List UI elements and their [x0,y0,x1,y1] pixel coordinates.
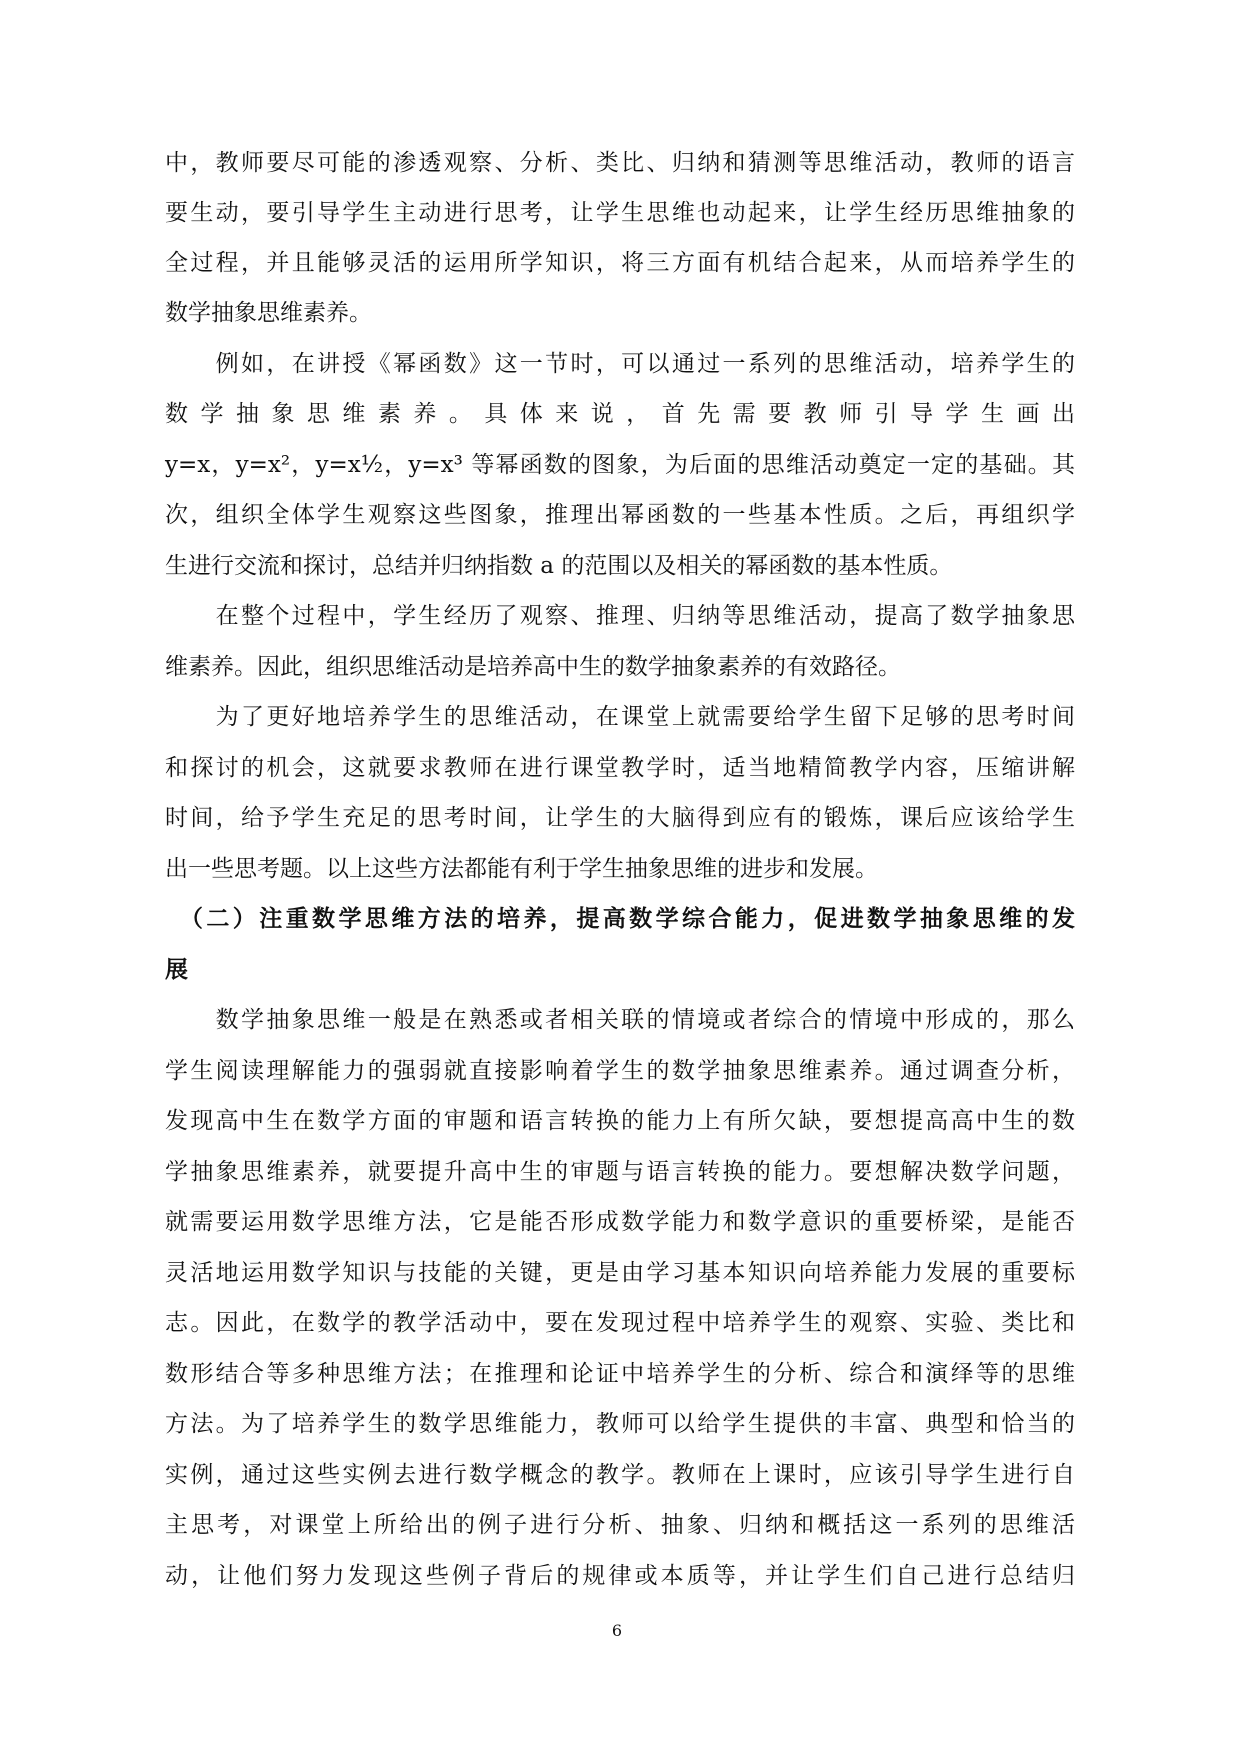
body-text-line: 实例，通过这些实例去进行数学概念的教学。教师在上课时，应该引导学生进行自 [165,1462,1075,1488]
section-heading-continued: 展 [165,956,188,983]
body-text-line: 数学抽象思维素养。 [165,300,372,326]
body-text-line: 主思考，对课堂上所给出的例子进行分析、抽象、归纳和概括这一系列的思维活 [165,1512,1075,1538]
body-text-line: 学抽象思维素养，就要提升高中生的审题与语言转换的能力。要想解决数学问题， [165,1159,1075,1185]
body-text-line: 要生动，要引导学生主动进行思考，让学生思维也动起来，让学生经历思维抽象的 [165,200,1075,226]
body-text-line: 次，组织全体学生观察这些图象，推理出幂函数的一些基本性质。之后，再组织学 [165,502,1075,528]
body-text-line: 为了更好地培养学生的思维活动，在课堂上就需要给学生留下足够的思考时间 [165,704,1075,730]
body-text-line: 数形结合等多种思维方法；在推理和论证中培养学生的分析、综合和演绎等的思维 [165,1361,1075,1387]
body-text-line: 方法。为了培养学生的数学思维能力，教师可以给学生提供的丰富、典型和恰当的 [165,1411,1075,1437]
body-text-line: 数 学 抽 象 思 维 素 养 。 具 体 来 说 ， 首 先 需 要 教 师 引 导 学 生 画 出 [165,401,1075,427]
body-text-line: 学生阅读理解能力的强弱就直接影响着学生的数学抽象思维素养。通过调查分析， [165,1058,1075,1084]
body-text-line: 中，教师要尽可能的渗透观察、分析、类比、归纳和猜测等思维活动，教师的语言 [165,150,1075,176]
body-text-line: 在整个过程中，学生经历了观察、推理、归纳等思维活动，提高了数学抽象思 [165,603,1075,629]
body-text-line: y=x，y=x²，y=x½，y=x³ 等幂函数的图象，为后面的思维活动奠定一定的基础。其 [165,452,1075,478]
page-number: 6 [611,1621,623,1640]
body-text-line: 出一些思考题。以上这些方法都能有利于学生抽象思维的进步和发展。 [165,856,878,882]
body-text-line: 例如，在讲授《幂函数》这一节时，可以通过一系列的思维活动，培养学生的 [165,351,1075,377]
body-text-line: 动，让他们努力发现这些例子背后的规律或本质等，并让学生们自己进行总结归 [165,1563,1075,1589]
body-text-line: 维素养。因此，组织思维活动是培养高中生的数学抽象素养的有效路径。 [165,654,901,680]
body-text-line: 和探讨的机会，这就要求教师在进行课堂教学时，适当地精简教学内容，压缩讲解 [165,755,1075,781]
section-heading: （二）注重数学思维方法的培养，提高数学综合能力，促进数学抽象思维的发 [165,905,1075,932]
body-text-line: 生进行交流和探讨，总结并归纳指数 a 的范围以及相关的幂函数的基本性质。 [165,553,953,579]
body-text-line: 灵活地运用数学知识与技能的关键，更是由学习基本知识向培养能力发展的重要标 [165,1260,1075,1286]
body-text-line: 志。因此，在数学的教学活动中，要在发现过程中培养学生的观察、实验、类比和 [165,1310,1075,1336]
body-text-line: 全过程，并且能够灵活的运用所学知识，将三方面有机结合起来，从而培养学生的 [165,250,1075,276]
body-text-line: 时间，给予学生充足的思考时间，让学生的大脑得到应有的锻炼，课后应该给学生 [165,805,1075,831]
body-text-line: 就需要运用数学思维方法，它是能否形成数学能力和数学意识的重要桥梁，是能否 [165,1209,1075,1235]
body-text-line: 发现高中生在数学方面的审题和语言转换的能力上有所欠缺，要想提高高中生的数 [165,1108,1075,1134]
body-text-line: 数学抽象思维一般是在熟悉或者相关联的情境或者综合的情境中形成的，那么 [165,1007,1075,1033]
